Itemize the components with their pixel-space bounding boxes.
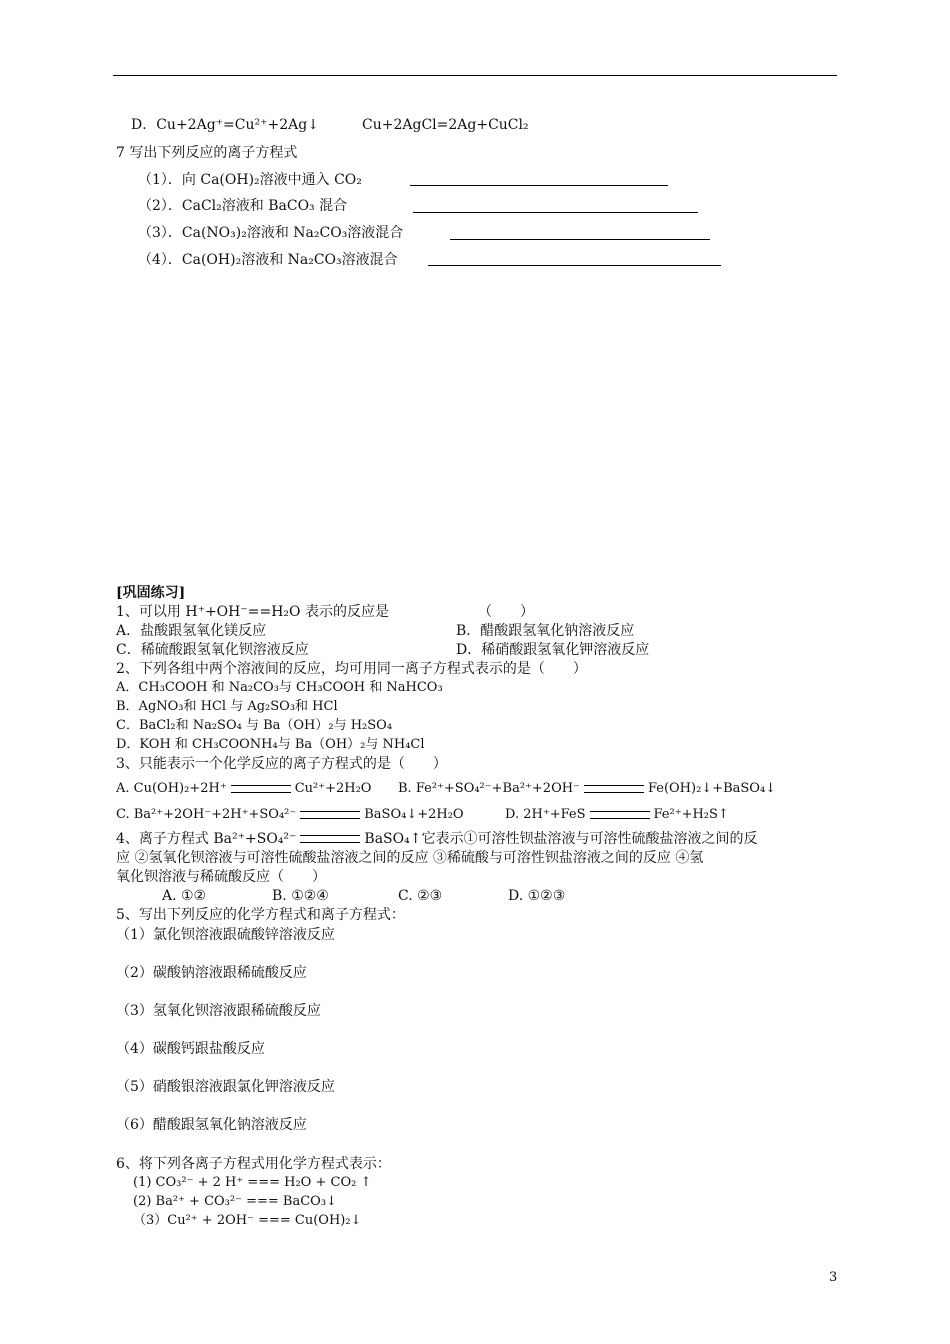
q3-d-products: Fe²⁺+H₂S↑ (653, 807, 729, 822)
prev-option-d-a: D．Cu+2Ag⁺=Cu²⁺+2Ag↓ (131, 117, 319, 133)
q1-stem: 1、可以用 H⁺+OH⁻==H₂O 表示的反应是 (116, 604, 389, 620)
q7-answer-line-3[interactable] (450, 239, 710, 240)
q7-answer-line-4[interactable] (428, 265, 721, 266)
q2-option-d: D．KOH 和 CH₃COONH₄与 Ba（OH）₂与 NH₄Cl (116, 737, 425, 752)
q2-option-b: B．AgNO₃和 HCl 与 Ag₂SO₃和 HCl (116, 699, 338, 714)
q4-option-a: A. ①② (162, 888, 207, 904)
q3-c-equals (300, 811, 360, 819)
q4-option-c: C. ②③ (398, 888, 443, 904)
q7-answer-line-2[interactable] (413, 212, 698, 213)
q4-equals (300, 835, 360, 843)
q4-stem-right: BaSO₄↑它表示①可溶性钡盐溶液与可溶性硫酸盐溶液之间的反 (364, 831, 758, 847)
q6-item-1: (1) CO₃²⁻ + 2 H⁺ === H₂O + CO₂ ↑ (133, 1175, 372, 1190)
q1-option-b: B．醋酸跟氢氧化钠溶液反应 (456, 623, 635, 639)
q1-paren: （ ） (478, 604, 534, 620)
q7-title: 7 写出下列反应的离子方程式 (116, 145, 298, 161)
prev-option-d-b: Cu+2AgCl=2Ag+CuCl₂ (362, 117, 529, 133)
q2-option-c: C．BaCl₂和 Na₂SO₄ 与 Ba（OH）₂与 H₂SO₄ (116, 718, 393, 733)
q3-option-b (398, 780, 776, 798)
q3-a-products: Cu²⁺+2H₂O (294, 781, 372, 796)
q5-item-6: （6）醋酸跟氢氧化钠溶液反应 (116, 1117, 307, 1133)
q4-line-2: 应 ②氢氧化钡溶液与可溶性硫酸盐溶液之间的反应 ③稀硫酸与可溶性钡盐溶液之间的反应 ④氢 (116, 850, 704, 866)
q4-option-b: B. ①②④ (272, 888, 329, 904)
q7-item-1: （1）．向 Ca(OH)₂溶液中通入 CO₂ (138, 172, 362, 188)
q3-b-reactants: B. Fe²⁺+SO₄²⁻+Ba²⁺+2OH⁻ (398, 781, 580, 796)
q5-item-2: （2）碳酸钠溶液跟稀硫酸反应 (116, 965, 307, 981)
q6-item-3: （3）Cu²⁺ + 2OH⁻ === Cu(OH)₂↓ (133, 1213, 362, 1228)
q3-a-reactants: A. Cu(OH)₂+2H⁺ (116, 781, 227, 796)
q3-b-equals (584, 785, 644, 793)
q3-stem: 3、只能表示一个化学反应的离子方程式的是（ ） (116, 756, 447, 772)
q5-item-1: （1）氯化钡溶液跟硫酸锌溶液反应 (116, 927, 335, 943)
q6-item-2: (2) Ba²⁺ + CO₃²⁻ === BaCO₃↓ (133, 1194, 337, 1209)
q3-a-equals (231, 785, 291, 793)
q2-stem: 2、下列各组中两个溶液间的反应，均可用同一离子方程式表示的是（ ） (116, 661, 587, 677)
header-rule (113, 75, 837, 76)
q5-stem: 5、写出下列反应的化学方程式和离子方程式： (116, 907, 405, 923)
q7-answer-line-1[interactable] (410, 185, 668, 186)
q4-line-3: 氧化钡溶液与稀硫酸反应（ ） (116, 869, 326, 885)
q5-item-3: （3）氢氧化钡溶液跟稀硫酸反应 (116, 1003, 321, 1019)
page-number: 3 (829, 1270, 838, 1285)
q5-item-5: （5）硝酸银溶液跟氯化钾溶液反应 (116, 1079, 335, 1095)
q3-option-c (116, 806, 464, 824)
q3-c-products: BaSO₄↓+2H₂O (364, 807, 464, 822)
q3-d-equals (590, 811, 650, 819)
q1-option-c: C．稀硫酸跟氢氧化钡溶液反应 (116, 642, 309, 658)
q7-item-3: （3）．Ca(NO₃)₂溶液和 Na₂CO₃溶液混合 (138, 225, 404, 241)
q2-option-a: A．CH₃COOH 和 Na₂CO₃与 CH₃COOH 和 NaHCO₃ (116, 680, 443, 695)
q5-item-4: （4）碳酸钙跟盐酸反应 (116, 1041, 265, 1057)
q7-item-4: （4）．Ca(OH)₂溶液和 Na₂CO₃溶液混合 (138, 252, 398, 268)
q4-stem-left: 4、离子方程式 Ba²⁺+SO₄²⁻ (116, 831, 297, 847)
q1-option-a: A．盐酸跟氢氧化镁反应 (116, 623, 267, 639)
practice-heading: [巩固练习] (116, 585, 186, 601)
q4-option-d: D. ①②③ (508, 888, 566, 904)
q1-option-d: D．稀硝酸跟氢氧化钾溶液反应 (456, 642, 650, 658)
q3-c-reactants: C. Ba²⁺+2OH⁻+2H⁺+SO₄²⁻ (116, 807, 297, 822)
q3-option-a (116, 780, 371, 798)
q3-b-products: Fe(OH)₂↓+BaSO₄↓ (647, 781, 777, 796)
q4-stem (116, 830, 757, 848)
q3-d-reactants: D. 2H⁺+FeS (505, 807, 586, 822)
q6-stem: 6、将下列各离子方程式用化学方程式表示： (116, 1156, 391, 1172)
q7-item-2: （2）．CaCl₂溶液和 BaCO₃ 混合 (138, 198, 348, 214)
q3-option-d (505, 806, 729, 824)
